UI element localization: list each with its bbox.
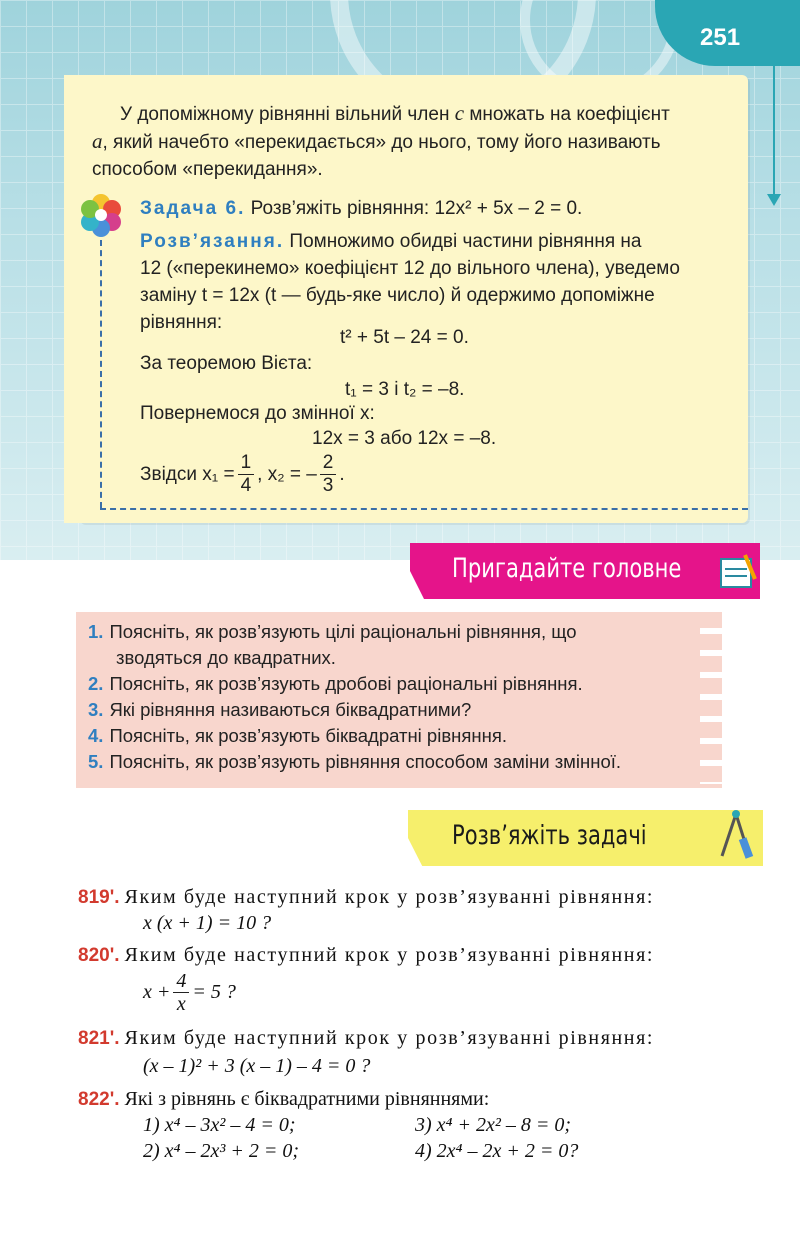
problem-statement: Задача 6. Розв’яжіть рівняння: 12x² + 5x – 2 = 0. xyxy=(140,198,583,219)
review-item: 3. Які рівняння називаються біквадратними? xyxy=(88,699,472,720)
return-text: Повернемося до змінної x: xyxy=(140,403,375,424)
task-821-equation: (x – 1)² + 3 (x – 1) – 4 = 0 ? xyxy=(143,1055,371,1077)
flower-icon xyxy=(78,192,124,238)
dashed-border xyxy=(100,240,102,508)
fraction-two-thirds: $\frac{2}{3}$ xyxy=(320,452,337,497)
notebook-rings xyxy=(700,618,722,784)
review-item: 2. Поясніть, як розв’язують дробові раціональні рівняння. xyxy=(88,673,583,694)
roots: t₁ = 3 і t₂ = –8. xyxy=(345,379,465,400)
task-822: 822'. Які з рівнянь є біквадратними рівняннями: xyxy=(78,1088,490,1110)
task-820-equation: x + $\frac{4}{x}$ = 5 ? xyxy=(143,970,236,1015)
arrow-down-icon xyxy=(767,194,781,206)
recall-banner-title: Пригадайте головне xyxy=(452,553,682,584)
notepad-icon xyxy=(715,549,759,593)
fraction-one-quarter: $\frac{1}{4}$ xyxy=(238,452,255,497)
task-821: 821'. Яким буде наступний крок у розв’язуванні рівняння: xyxy=(78,1027,655,1049)
task-820: 820'. Яким буде наступний крок у розв’язуванні рівняння: xyxy=(78,944,655,966)
side-line xyxy=(773,40,775,200)
task-822-option-3: 3) x⁴ + 2x² – 8 = 0; xyxy=(415,1114,572,1136)
task-822-option-4: 4) 2x⁴ – 2x + 2 = 0? xyxy=(415,1140,579,1162)
compass-icon xyxy=(712,808,760,864)
vieta-text: За теоремою Вієта: xyxy=(140,353,313,374)
review-item: 5. Поясніть, як розв’язують рівняння способом заміни змінної. xyxy=(88,751,622,772)
intro-paragraph: У допоміжному рівнянні вільний член c множать на коефіцієнт a, який начебто «перекидається» до нього, тому його називають способом «перекидання». xyxy=(92,101,670,180)
review-item: 4. Поясніть, як розв’язують біквадратні рівняння. xyxy=(88,725,507,746)
solution-text: Розв’язання. Помножимо обидві частини рівняння на 12 («перекинемо» коефіцієнт 12 до вільного члена), уведемо заміну t = 12x (t — будь-яке число) й одержимо допоміжне рівняння: xyxy=(140,231,680,333)
review-item: 1. Поясніть, як розв’язують цілі раціональні рівняння, що xyxy=(88,621,577,642)
aux-equation: t² + 5t – 24 = 0. xyxy=(340,327,469,348)
solve-banner-title: Розв’яжіть задачі xyxy=(452,820,647,851)
task-822-option-1: 1) x⁴ – 3x² – 4 = 0; xyxy=(143,1114,296,1136)
back-substitution: 12x = 3 або 12x = –8. xyxy=(312,428,497,449)
page-number: 251 xyxy=(700,24,741,51)
final-answer: Звідси x₁ = $\frac{1}{4}$ , x₂ = – $\frac{2}{3}$ . xyxy=(140,452,345,496)
fraction-4-over-x: $\frac{4}{x}$ xyxy=(173,970,189,1015)
task-819-equation: x (x + 1) = 10 ? xyxy=(143,912,272,934)
task-822-option-2: 2) x⁴ – 2x³ + 2 = 0; xyxy=(143,1140,300,1162)
task-819: 819'. Яким буде наступний крок у розв’язуванні рівняння: xyxy=(78,886,655,908)
review-item: зводяться до квадратних. xyxy=(116,647,336,668)
dashed-border xyxy=(100,508,748,510)
